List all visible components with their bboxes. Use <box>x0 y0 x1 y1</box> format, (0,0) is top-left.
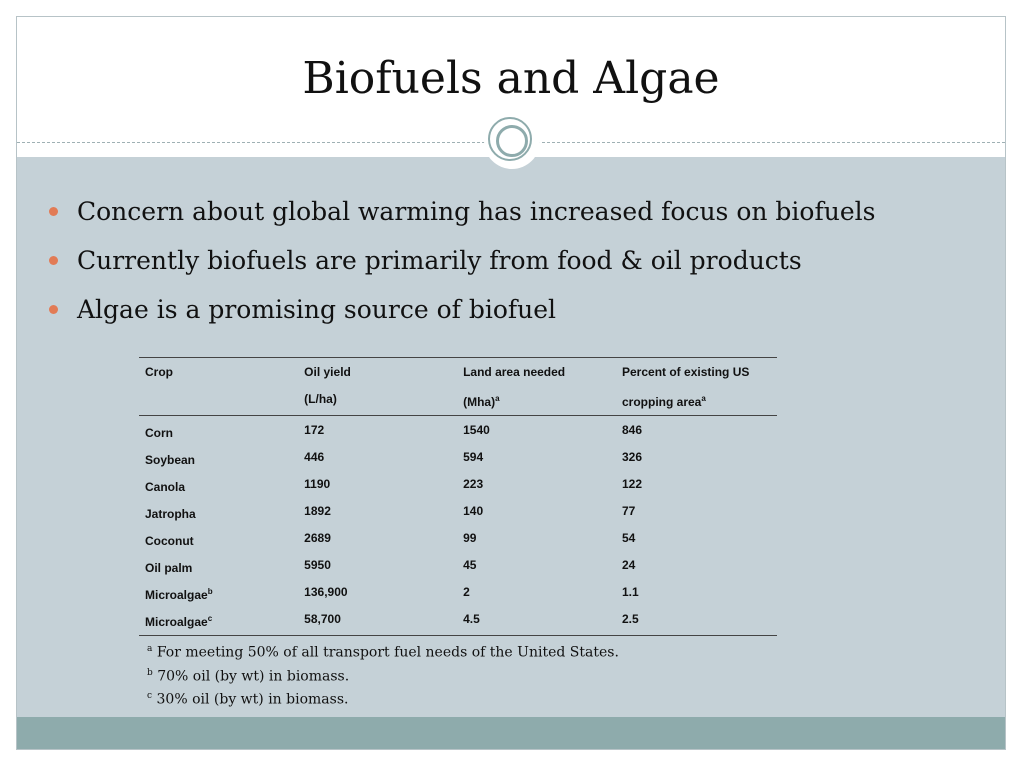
table-row <box>139 581 777 608</box>
cell-oil-yield: 446 <box>304 450 325 464</box>
cell-crop: Oil palm <box>145 561 193 575</box>
footnote-mark: a <box>147 644 153 654</box>
slide-title: Biofuels and Algae <box>302 53 720 104</box>
bullet-text: Currently biofuels are primarily from food & oil products <box>77 246 802 275</box>
header-oil-yield-unit: (L/ha) <box>298 388 457 416</box>
cell-crop: Soybean <box>145 453 196 467</box>
table-row <box>139 554 777 581</box>
ornament-ring-outer <box>488 117 532 161</box>
cell-land-area: 2 <box>463 585 470 599</box>
cell-oil-yield: 1892 <box>304 504 331 518</box>
cell-percent: 122 <box>622 477 643 491</box>
footnote-mark: a <box>495 394 500 403</box>
footnote <box>147 639 619 663</box>
footnote <box>147 686 619 710</box>
bullet-dot-icon <box>49 207 58 216</box>
ornament-ring-inner <box>496 125 528 157</box>
cell-crop: Corn <box>145 426 173 440</box>
table-row <box>139 500 777 527</box>
divider-circle-ornament <box>484 113 540 169</box>
cell-oil-yield: 172 <box>304 423 325 437</box>
footnote <box>147 663 619 687</box>
cell-land-area: 45 <box>463 558 477 572</box>
bullet-text: Concern about global warming has increased focus on biofuels <box>77 197 876 226</box>
footnote-text: 70% oil (by wt) in biomass. <box>157 668 350 685</box>
bullet-item <box>47 192 875 241</box>
cell-percent: 77 <box>622 504 636 518</box>
crop-oil-yield-table <box>139 357 777 636</box>
cell-oil-yield: 2689 <box>304 531 331 545</box>
cell-percent: 2.5 <box>616 608 777 636</box>
bullet-text: Algae is a promising source of biofuel <box>77 295 557 324</box>
slide-frame <box>16 16 1006 750</box>
cell-percent: 54 <box>622 531 636 545</box>
cell-percent: 326 <box>622 450 643 464</box>
bullet-item <box>47 290 875 339</box>
cell-percent: 24 <box>622 558 636 572</box>
cell-crop: Jatropha <box>145 507 196 521</box>
footnote-mark: b <box>207 587 213 596</box>
header-crop-line2 <box>139 388 298 416</box>
cell-land-area: 223 <box>463 477 484 491</box>
cell-land-area: 99 <box>463 531 477 545</box>
header-percent-us-line2: cropping area$^a$ <box>616 388 777 416</box>
table-footnotes <box>147 639 619 710</box>
footnote-text: 30% oil (by wt) in biomass. <box>156 691 349 708</box>
cell-land-area: 1540 <box>463 423 490 437</box>
cell-oil-yield: 5950 <box>304 558 331 572</box>
bullet-list <box>47 192 875 339</box>
footnote-mark: a <box>701 394 706 403</box>
table-row <box>139 446 777 473</box>
cell-oil-yield: 58,700 <box>298 608 457 636</box>
footnote-mark: c <box>147 691 153 702</box>
header-percent-us: Percent of existing US <box>616 358 777 389</box>
header-oil-yield: Oil yield <box>298 358 457 389</box>
bullet-dot-icon <box>49 256 58 265</box>
header-land-area: Land area needed <box>457 358 616 389</box>
cell-crop: Microalgae$^b$ <box>145 587 213 602</box>
cell-oil-yield: 1190 <box>304 477 331 491</box>
bullet-dot-icon <box>49 305 58 314</box>
footnote-text: For meeting 50% of all transport fuel needs of the United States. <box>156 644 619 661</box>
cell-percent: 846 <box>622 423 643 437</box>
cell-land-area: 4.5 <box>457 608 616 636</box>
table-row <box>139 473 777 500</box>
bullet-item <box>47 241 875 290</box>
header-crop: Crop <box>139 358 298 389</box>
footer-band <box>17 717 1005 750</box>
table-header-row <box>139 358 777 389</box>
cell-land-area: 594 <box>463 450 484 464</box>
cell-land-area: 140 <box>463 504 484 518</box>
footnote-mark: b <box>147 667 153 678</box>
cell-percent: 1.1 <box>622 585 639 599</box>
cell-crop: Coconut <box>145 534 194 548</box>
cell-crop: Microalgae$^c$ <box>139 608 298 636</box>
header-land-area-unit: (Mha)$^a$ <box>457 388 616 416</box>
cell-crop: Canola <box>145 480 186 494</box>
table-row <box>139 416 777 447</box>
footnote-mark: c <box>207 614 213 623</box>
table-header-row-2 <box>139 388 777 416</box>
table-row <box>139 527 777 554</box>
cell-oil-yield: 136,900 <box>304 585 348 599</box>
table-row <box>139 608 777 636</box>
